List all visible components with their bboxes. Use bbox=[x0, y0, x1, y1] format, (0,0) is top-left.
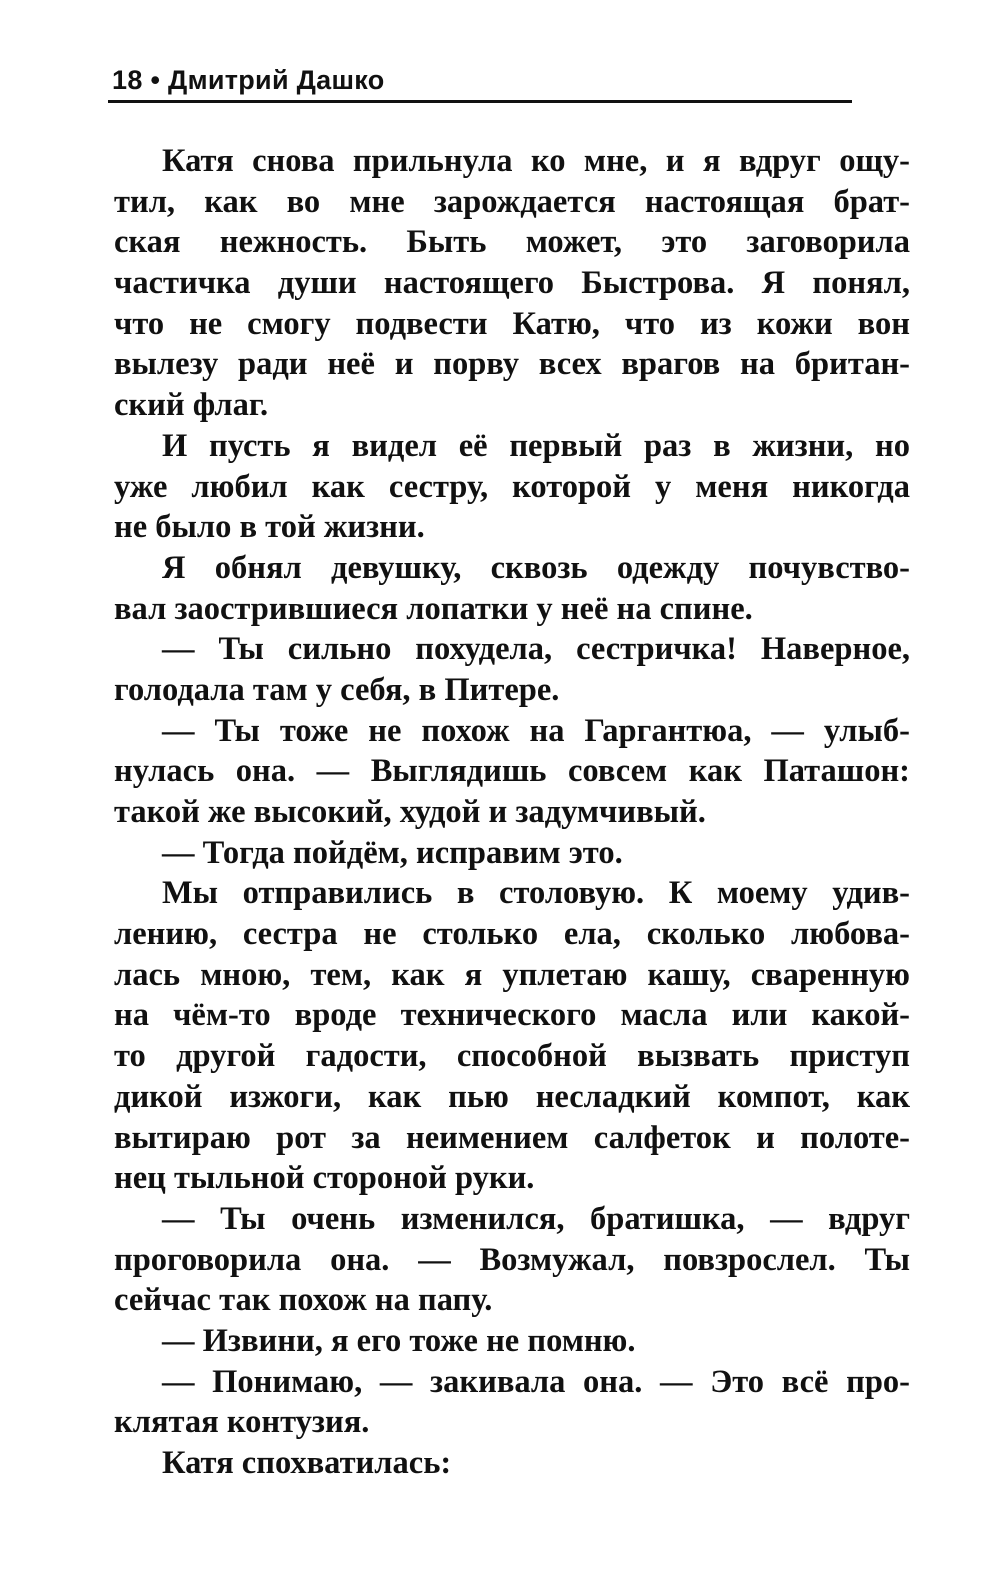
body-text bbox=[114, 141, 914, 1484]
text-line: — Ты очень изменился, братишка, — вдруг bbox=[162, 1200, 910, 1237]
text-line: частичка души настоящего Быстрова. Я понял, bbox=[114, 265, 910, 302]
text-line: проговорила она. — Возмужал, повзрослел. Ты bbox=[114, 1241, 910, 1278]
text-line: на чём-то вроде технического масла или какой- bbox=[114, 997, 910, 1034]
text-line: вал заострившиеся лопатки у неё на спине. bbox=[114, 590, 753, 627]
text-line: — Понимаю, — закивала она. — Это всё про- bbox=[162, 1363, 910, 1400]
text-line: лась мною, тем, как я уплетаю кашу, сваренную bbox=[114, 956, 910, 993]
text-line: Катя снова прильнула ко мне, и я вдруг ощу- bbox=[162, 143, 910, 179]
running-header bbox=[112, 60, 852, 100]
text-line: нец тыльной стороной руки. bbox=[114, 1160, 535, 1197]
text-line: Катя спохватилась: bbox=[162, 1445, 452, 1481]
text-line: не было в той жизни. bbox=[114, 509, 425, 546]
text-line: вытираю рот за неимением салфеток и полоте- bbox=[114, 1119, 910, 1156]
text-line: клятая контузия. bbox=[114, 1404, 370, 1441]
text-line: ская нежность. Быть может, это заговорила bbox=[114, 224, 910, 261]
text-line: Мы отправились в столовую. К моему удив- bbox=[162, 875, 910, 912]
text-line: голодала там у себя, в Питере. bbox=[114, 671, 560, 708]
header-separator: • bbox=[150, 65, 161, 95]
text-line: лению, сестра не столько ела, сколько любова- bbox=[114, 916, 910, 953]
text-line: — Тогда пойдём, исправим это. bbox=[162, 834, 623, 871]
text-line: Я обнял девушку, сквозь одежду почувство- bbox=[162, 549, 910, 586]
text-line: вылезу ради неё и порву всех врагов на британ- bbox=[114, 346, 910, 383]
text-line: дикой изжоги, как пью несладкий компот, как bbox=[114, 1078, 910, 1115]
page-number: 18 bbox=[112, 65, 143, 95]
text-line: сейчас так похож на папу. bbox=[114, 1282, 493, 1319]
text-line: ский флаг. bbox=[114, 387, 269, 424]
text-line: — Извини, я его тоже не помню. bbox=[162, 1322, 636, 1359]
text-line: то другой гадости, способной вызвать приступ bbox=[114, 1038, 910, 1075]
text-line: что не смогу подвести Катю, что из кожи вон bbox=[114, 305, 910, 342]
text-line: нулась она. — Выглядишь совсем как Паташон: bbox=[114, 753, 910, 790]
text-line: тил, как во мне зарождается настоящая брат- bbox=[114, 183, 910, 220]
text-line: И пусть я видел её первый раз в жизни, но bbox=[162, 427, 910, 464]
header-rule bbox=[108, 100, 852, 103]
author-name: Дмитрий Дашко bbox=[168, 65, 385, 95]
text-line: уже любил как сестру, которой у меня никогда bbox=[114, 468, 910, 505]
text-line: такой же высокий, худой и задумчивый. bbox=[114, 794, 706, 830]
text-line: — Ты сильно похудела, сестричка! Наверное, bbox=[162, 631, 910, 668]
text-line: — Ты тоже не похож на Гаргантюа, — улыб- bbox=[162, 712, 910, 749]
